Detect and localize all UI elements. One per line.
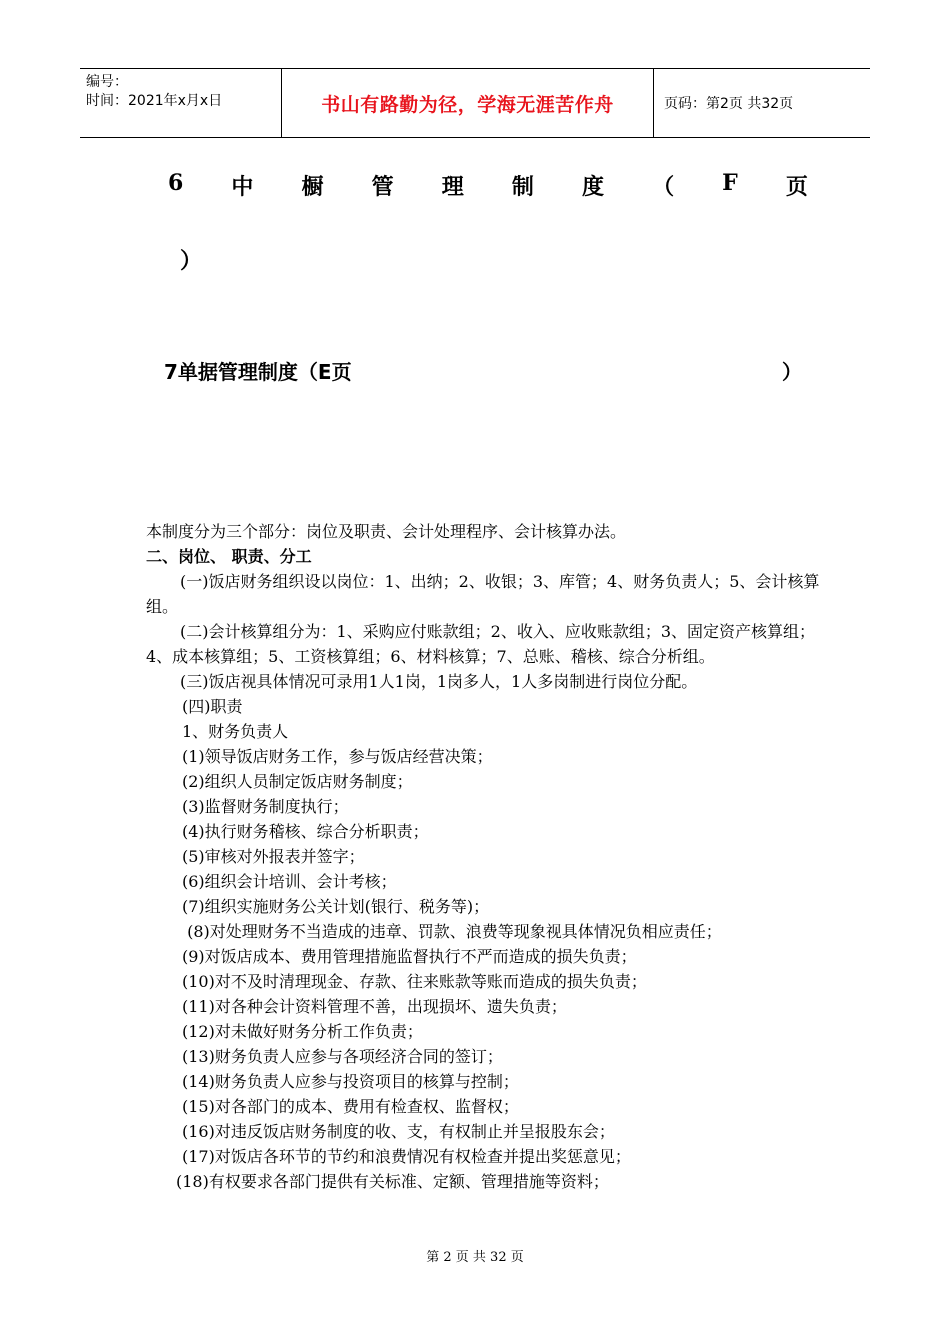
toc-entry-7-text: 7单据管理制度（E页 (164, 360, 352, 384)
list-item: (9)对饭店成本、费用管理措施监督执行不严而造成的损失负责； (182, 947, 637, 966)
toc-char: （ (652, 174, 675, 200)
time-label: 时间：2021年x月x日 (86, 93, 223, 109)
list-item: (4)执行财务稽核、综合分析职责； (182, 822, 429, 841)
list-item: (12)对未做好财务分析工作负责； (182, 1022, 423, 1041)
toc-entry-7 (164, 356, 804, 385)
header-meta-cell (80, 69, 282, 137)
toc-char: F (722, 170, 738, 196)
list-item: (2)组织人员制定饭店财务制度； (182, 772, 413, 791)
document-body (146, 519, 826, 1194)
toc-char: 制 (511, 174, 534, 200)
toc-entry-7-close: ） (782, 360, 802, 384)
list-item: (13)财务负责人应参与各项经济合同的签订； (182, 1047, 503, 1066)
list-item: (11)对各种会计资料管理不善，出现损坏、遗失负责； (182, 997, 567, 1016)
toc-char: 中 (231, 174, 254, 200)
list-item: (6)组织会计培训、会计考核； (182, 872, 397, 891)
toc-char: 理 (441, 174, 464, 200)
list-item: (15)对各部门的成本、费用有检查权、监督权； (182, 1097, 519, 1116)
section-heading: 二、岗位、 职责、分工 (146, 547, 312, 566)
toc-char: 管 (371, 174, 394, 200)
toc-entry-6 (168, 170, 808, 201)
paragraph: 1、财务负责人 (182, 722, 289, 741)
motto-text: 书山有路勤为径，学海无涯苦作舟 (321, 93, 614, 116)
page-info: 页码：第2页 共32页 (664, 96, 794, 112)
list-item: (14)财务负责人应参与投资项目的核算与控制； (182, 1072, 519, 1091)
paragraph: (二)会计核算组分为：1、采购应付账款组；2、收入、应收账款组；3、固定资产核算组；4、成本核算组；5、工资核算组；6、材料核算；7、总账、稽核、综合分析组。 (146, 622, 816, 666)
toc-char: 橱 (301, 174, 324, 200)
toc-entry-6-close: ） (180, 248, 203, 274)
list-item: (5)审核对外报表并签字； (182, 847, 365, 866)
list-item: (10)对不及时清理现金、存款、往来账款等账而造成的损失负责； (182, 972, 647, 991)
list-item: (18)有权要求各部门提供有关标准、定额、管理措施等资料； (176, 1172, 609, 1191)
list-item: (16)对违反饭店财务制度的收、支，有权制止并呈报股东会； (182, 1122, 615, 1141)
list-item: (8)对处理财务不当造成的违章、罚款、浪费等现象视具体情况负相应责任； (182, 922, 722, 941)
paragraph: (三)饭店视具体情况可录用1人1岗，1岗多人，1人多岗制进行岗位分配。 (180, 672, 698, 691)
header-motto-cell (282, 69, 654, 137)
header-page-cell (654, 69, 870, 137)
number-label: 编号： (86, 74, 128, 90)
toc-char: 页 (785, 174, 808, 200)
list-item: (1)领导饭店财务工作，参与饭店经营决策； (182, 747, 493, 766)
intro-paragraph: 本制度分为三个部分：岗位及职责、会计处理程序、会计核算办法。 (146, 522, 627, 541)
header-table (80, 68, 870, 138)
page-footer: 第 2 页 共 32 页 (426, 1250, 524, 1265)
toc-char: 6 (168, 170, 184, 196)
toc-char: 度 (581, 174, 604, 200)
list-item: (7)组织实施财务公关计划(银行、税务等)； (182, 897, 490, 916)
paragraph: (一)饭店财务组织设以岗位：1、出纳；2、收银；3、库管；4、财务负责人；5、会计核算组。 (146, 572, 820, 616)
paragraph: (四)职责 (182, 697, 243, 716)
list-item: (17)对饭店各环节的节约和浪费情况有权检查并提出奖惩意见； (182, 1147, 631, 1166)
list-item: (3)监督财务制度执行； (182, 797, 349, 816)
